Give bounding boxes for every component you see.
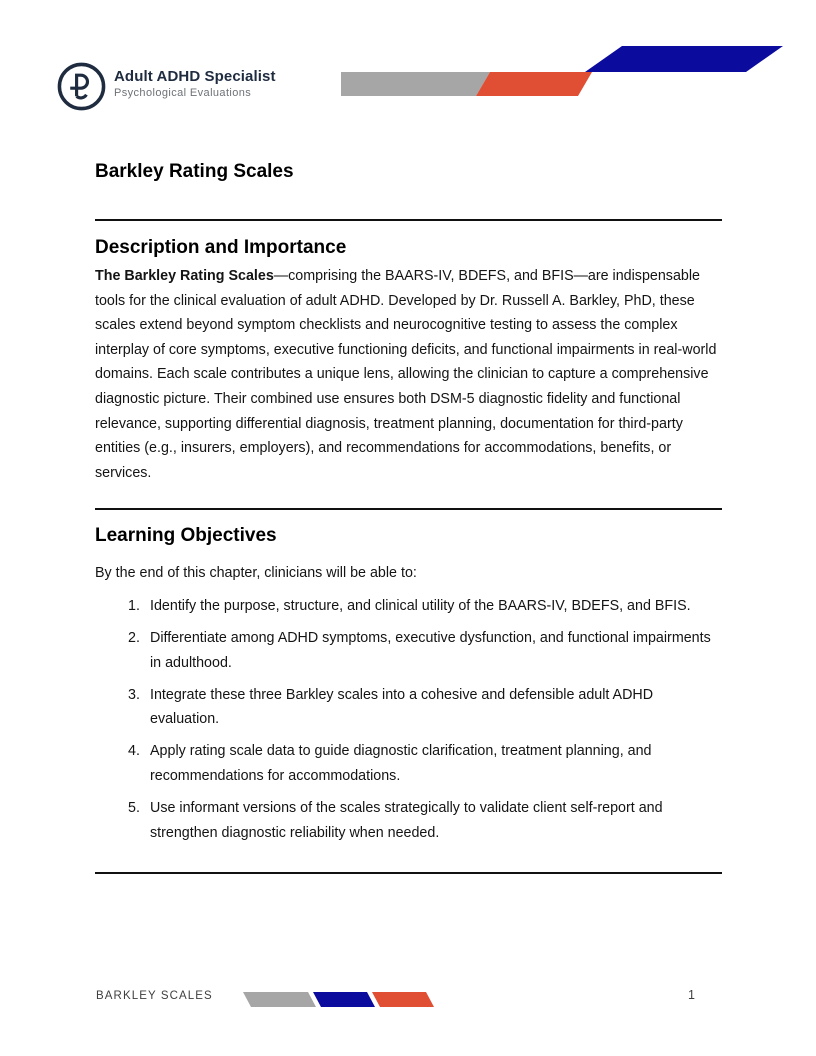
list-item bbox=[95, 739, 722, 788]
list-item-number: 3. bbox=[128, 686, 140, 703]
list-item-number: 5. bbox=[128, 800, 140, 817]
list-item bbox=[95, 594, 722, 619]
list-item bbox=[95, 796, 722, 845]
divider bbox=[95, 508, 722, 510]
paragraph-lead-bold: The Barkley Rating Scales bbox=[95, 268, 274, 284]
list-item-text: Integrate these three Barkley scales into a cohesive and defensible adult ADHD evaluation. bbox=[150, 686, 654, 728]
list-item-number: 4. bbox=[128, 743, 140, 760]
page-title: Barkley Rating Scales bbox=[95, 161, 294, 182]
list-item-number: 2. bbox=[128, 630, 140, 647]
divider bbox=[95, 872, 722, 874]
footer-ribbon-blue-parallelogram bbox=[313, 992, 375, 1007]
section-heading-objectives: Learning Objectives bbox=[95, 525, 277, 546]
list-item-text: Use informant versions of the scales strategically to validate client self-report and strengthen diagnostic reliability when needed. bbox=[150, 800, 663, 841]
footer-ribbon-gray-parallelogram bbox=[243, 992, 316, 1007]
objectives-list bbox=[95, 594, 722, 853]
list-item-number: 1. bbox=[128, 598, 140, 614]
footer-label: BARKLEY SCALES bbox=[96, 990, 213, 1002]
list-item-text: Apply rating scale data to guide diagnostic clarification, treatment planning, and recommendations for accommodations. bbox=[150, 743, 652, 785]
description-paragraph bbox=[95, 264, 723, 485]
header-ribbon-gray-bar bbox=[341, 72, 490, 96]
section-heading-description: Description and Importance bbox=[95, 237, 347, 258]
list-item bbox=[95, 683, 722, 732]
divider bbox=[95, 219, 722, 221]
list-item bbox=[95, 626, 722, 675]
logo-tagline: Psychological Evaluations bbox=[114, 87, 252, 99]
logo-title: Adult ADHD Specialist bbox=[114, 68, 276, 85]
header-ribbon-blue-parallelogram bbox=[585, 46, 783, 72]
list-item-text: Identify the purpose, structure, and clinical utility of the BAARS-IV, BDEFS, and BFIS. bbox=[150, 598, 691, 614]
list-item-text: Differentiate among ADHD symptoms, executive dysfunction, and functional impairments in adulthood. bbox=[150, 630, 711, 671]
header-ribbon-red-parallelogram bbox=[476, 72, 592, 96]
paragraph-body: —comprising the BAARS-IV, BDEFS, and BFIS—are indispensable tools for the clinical evaluation of adult ADHD. Developed by Dr. Russell A. Barkley, PhD, these scales extend beyond symptom checklists and neurocognitive testing to assess the complex interplay of core symptoms, executive functioning deficits, and functional impairments in real-world domains. Each scale contributes a unique lens, allowing the clinician to capture a comprehensive diagnostic picture. Their combined use ensures both DSM-5 diagnostic fidelity and functional relevance, supporting differential diagnosis, treatment planning, documentation for third-party entities (e.g., insurers, employers), and recommendations for accommodations, benefits, or services. bbox=[95, 268, 717, 481]
footer-ribbon-red-parallelogram bbox=[372, 992, 434, 1007]
objectives-intro: By the end of this chapter, clinicians will be able to: bbox=[95, 565, 417, 581]
header-ribbon bbox=[0, 0, 816, 110]
page-number: 1 bbox=[688, 988, 695, 1002]
